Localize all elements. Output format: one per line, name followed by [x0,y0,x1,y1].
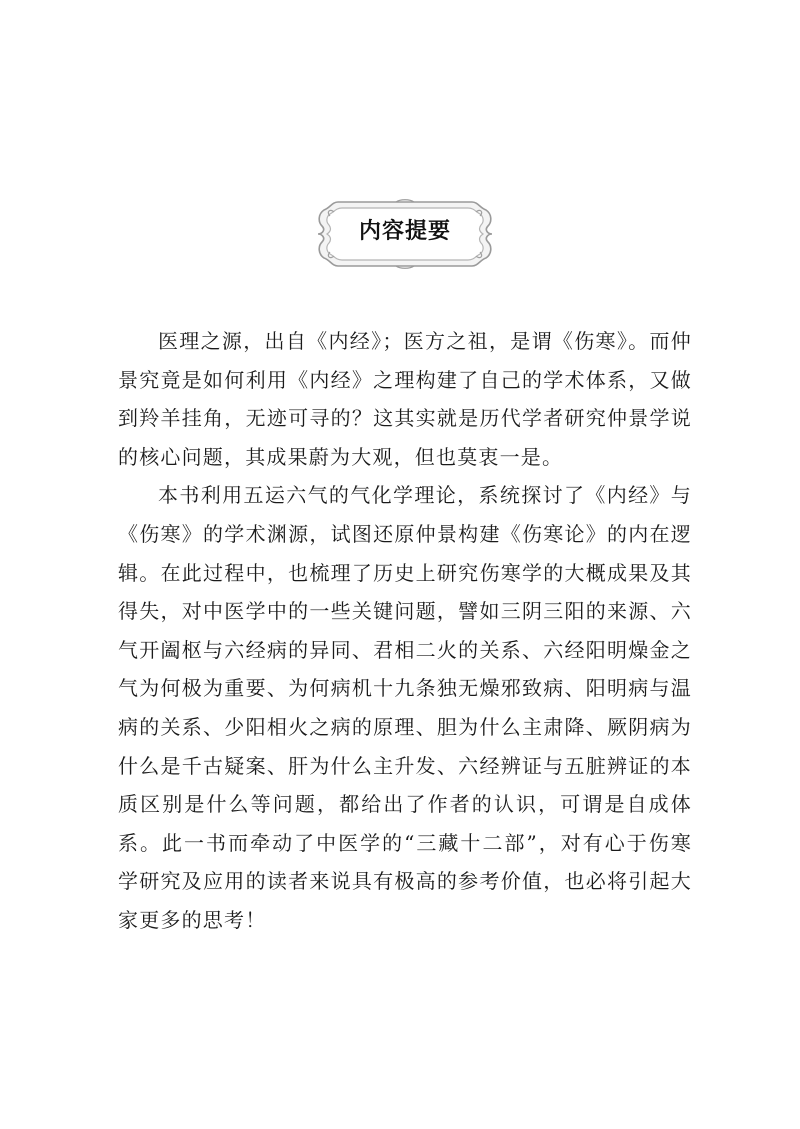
paragraph-2: 本书利用五运六气的气化学理论，系统探讨了《内经》与《伤寒》的学术渊源，试图还原仲景构建《伤寒论》的内在逻辑。在此过程中，也梳理了历史上研究伤寒学的大概成果及其得失，对中医学中的一些关键问题，譬如三阴三阳的来源、六气开阖枢与六经病的异同、君相二火的关系、六经阳明燥金之气为何极为重要、为何病机十九条独无燥邪致病、阳明病与温病的关系、少阳相火之病的原理、胆为什么主肃降、厥阴病为什么是千古疑案、肝为什么主升发、六经辨证与五脏辨证的本质区别是什么等问题，都给出了作者的认识，可谓是自成体系。此一书而牵动了中医学的“三藏十二部”，对有心于伤寒学研究及应用的读者来说具有极高的参考价值，也必将引起大家更多的思考！ [118,483,692,932]
summary-body [118,322,692,940]
title-frame [316,198,494,270]
section-title: 内容提要 [358,219,451,244]
paragraph-1: 医理之源，出自《内经》；医方之祖，是谓《伤寒》。而仲景究竟是如何利用《内经》之理构建了自己的学术体系，又做到羚羊挂角，无迹可寻的？这其实就是历代学者研究仲景学说的核心问题，其成果蔚为大观，但也莫衷一是。 [118,329,692,469]
